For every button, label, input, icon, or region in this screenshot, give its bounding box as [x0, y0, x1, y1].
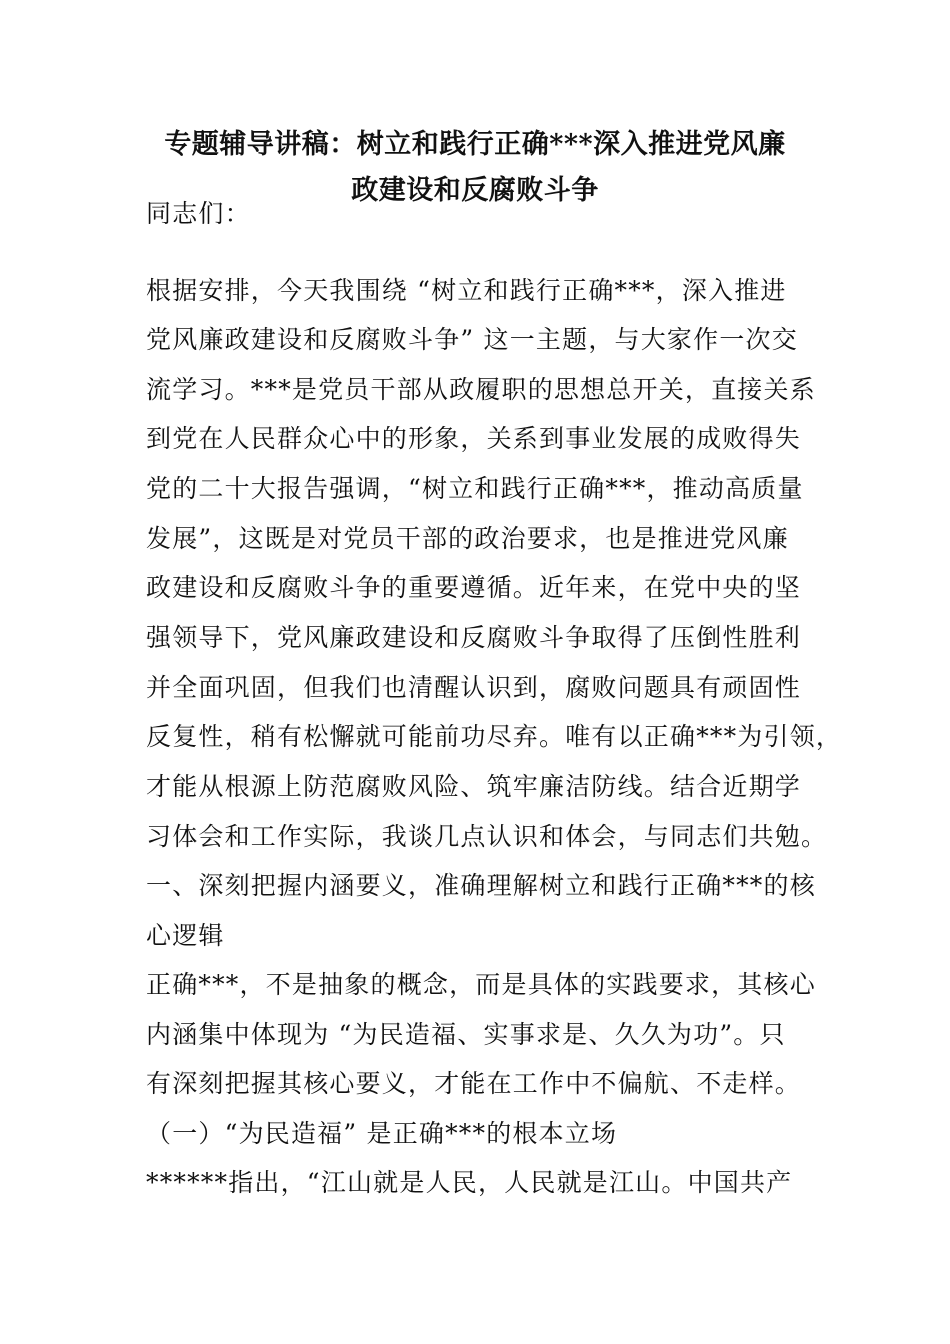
section-heading-line: 一、深刻把握内涵要义，准确理解树立和践行正确***的核: [146, 871, 816, 900]
body-line: 到党在人民群众心中的形象，关系到事业发展的成败得失: [146, 424, 802, 453]
document-title-line-2: 政建设和反腐败斗争: [351, 175, 599, 206]
body-line: 并全面巩固，但我们也清醒认识到，腐败问题具有顽固性: [146, 673, 802, 702]
body-line: ******指出，“江山就是人民，人民就是江山。中国共产: [146, 1168, 793, 1197]
subsection-heading-line: （一）“为民造福” 是正确***的根本立场: [146, 1119, 618, 1148]
document-title-line-1: 专题辅导讲稿：树立和践行正确***深入推进党风廉: [164, 129, 786, 160]
body-line: 发展”，这既是对党员干部的政治要求，也是推进党风廉: [146, 524, 789, 553]
body-line: 才能从根源上防范腐败风险、筑牢廉洁防线。结合近期学: [146, 772, 802, 801]
body-line: 党风廉政建设和反腐败斗争” 这一主题，与大家作一次交: [146, 325, 798, 354]
body-line: 正确***，不是抽象的概念，而是具体的实践要求，其核心: [146, 970, 816, 999]
body-line: 根据安排，今天我围绕 “树立和践行正确***，深入推进: [146, 276, 787, 305]
body-line: 流学习。***是党员干部从政履职的思想总开关，直接关系: [146, 375, 816, 404]
body-line: 内涵集中体现为 “为民造福、实事求是、久久为功”。只: [146, 1020, 786, 1049]
body-line: 习体会和工作实际，我谈几点认识和体会，与同志们共勉。: [146, 822, 828, 851]
body-line: 党的二十大报告强调，“树立和践行正确***，推动高质量: [146, 474, 804, 503]
body-line: 反复性，稍有松懈就可能前功尽弃。唯有以正确***为引领，: [146, 722, 843, 751]
body-line: 政建设和反腐败斗争的重要遵循。近年来，在党中央的坚: [146, 573, 802, 602]
body-line: 同志们：: [146, 199, 251, 228]
section-heading-line: 心逻辑: [146, 921, 225, 950]
body-line: 强领导下，党风廉政建设和反腐败斗争取得了压倒性胜利: [146, 623, 802, 652]
body-line: 有深刻把握其核心要义，才能在工作中不偏航、不走样。: [146, 1069, 802, 1098]
